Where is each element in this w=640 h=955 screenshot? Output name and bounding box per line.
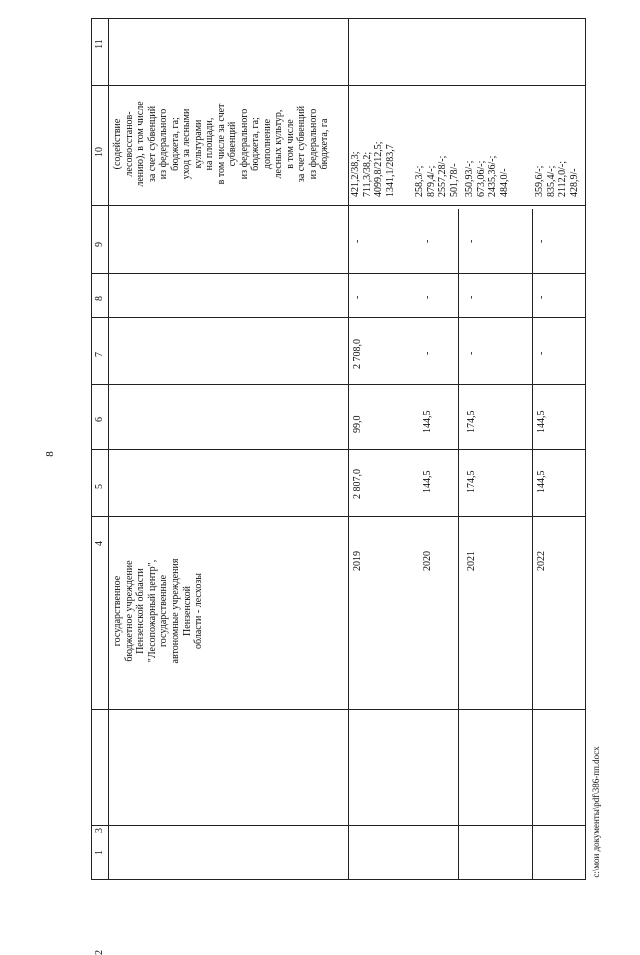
- row-2021-year: 2021: [466, 551, 477, 571]
- row-2022-c9: -: [536, 239, 547, 243]
- row-2020-c10: 258,3/-; 879,4/-; 2557,28/-; 501,78/-: [414, 155, 460, 197]
- row-2022-year: 2022: [536, 551, 547, 571]
- row-2022-c10: 359,6/-; 835,4/-; 2112,0/-; 428,9/-: [534, 160, 580, 197]
- rotated-table: [91, 18, 586, 955]
- row-2019-c7: 2 708,0: [352, 339, 363, 369]
- row-2021-c9: -: [466, 239, 477, 243]
- row-2020-c9: -: [422, 239, 433, 243]
- organization-text: государственное бюджетное учреждение Пензенской области "Лесопожарный центр", государственные автономные учреждения Пензенской области - лесхозы: [112, 558, 205, 664]
- row-2022-c7: -: [536, 351, 547, 355]
- row-2021-c10: 350,93/-; 673,06/-; 2435,36/-; 484,0/-: [464, 155, 510, 197]
- col-header-6: 6: [94, 417, 105, 422]
- col-header-7: 7: [94, 352, 105, 357]
- col10-description: (содействие лесовосстанов- лению), в том числе за счет субвенций из федерального бюджета, га; уход за лесными культурами на площади, в том числе за счет субвенций из федерального бюджета, га; дополнение лесных культур, в том числе за счет субвенций из федерального бюджета, га: [112, 101, 330, 187]
- row-2020-c7: -: [422, 351, 433, 355]
- row-2019-c8: -: [352, 295, 363, 299]
- col-header-8: 8: [94, 296, 105, 301]
- row-2021-c7: -: [466, 351, 477, 355]
- col-header-2: 2: [94, 950, 105, 955]
- row-2019-c5: 2 807,0: [352, 469, 363, 499]
- col-header-4: 4: [94, 541, 105, 546]
- page-number: 8: [44, 451, 56, 457]
- row-2021-c5: 174,5: [466, 470, 477, 493]
- row-2019-c10: 421,2/38,3; 711,3/38,2; 4099,8/212,5; 1341,1/283,7: [350, 141, 396, 197]
- row-2020-year: 2020: [422, 551, 433, 571]
- footer-path: c:\мои документы\pdf\386-пп.docx: [591, 746, 601, 878]
- col-header-3: 3: [94, 828, 105, 833]
- row-2020-c5: 144,5: [422, 470, 433, 493]
- col-header-10: 10: [94, 147, 105, 157]
- row-2020-c6: 144,5: [422, 410, 433, 433]
- row-2021-c6: 174,5: [466, 410, 477, 433]
- row-2022-c5: 144,5: [536, 470, 547, 493]
- row-2020-c8: -: [422, 295, 433, 299]
- row-2022-c6: 144,5: [536, 410, 547, 433]
- row-2019-c6: 99,0: [352, 415, 363, 433]
- col-header-5: 5: [94, 484, 105, 489]
- row-2019-year: 2019: [352, 551, 363, 571]
- row-2019-c9: -: [352, 239, 363, 243]
- row-2022-c8: -: [536, 295, 547, 299]
- col-header-1: 1: [94, 850, 105, 855]
- col-header-11: 11: [94, 39, 105, 49]
- row-2021-c8: -: [466, 295, 477, 299]
- col-header-9: 9: [94, 242, 105, 247]
